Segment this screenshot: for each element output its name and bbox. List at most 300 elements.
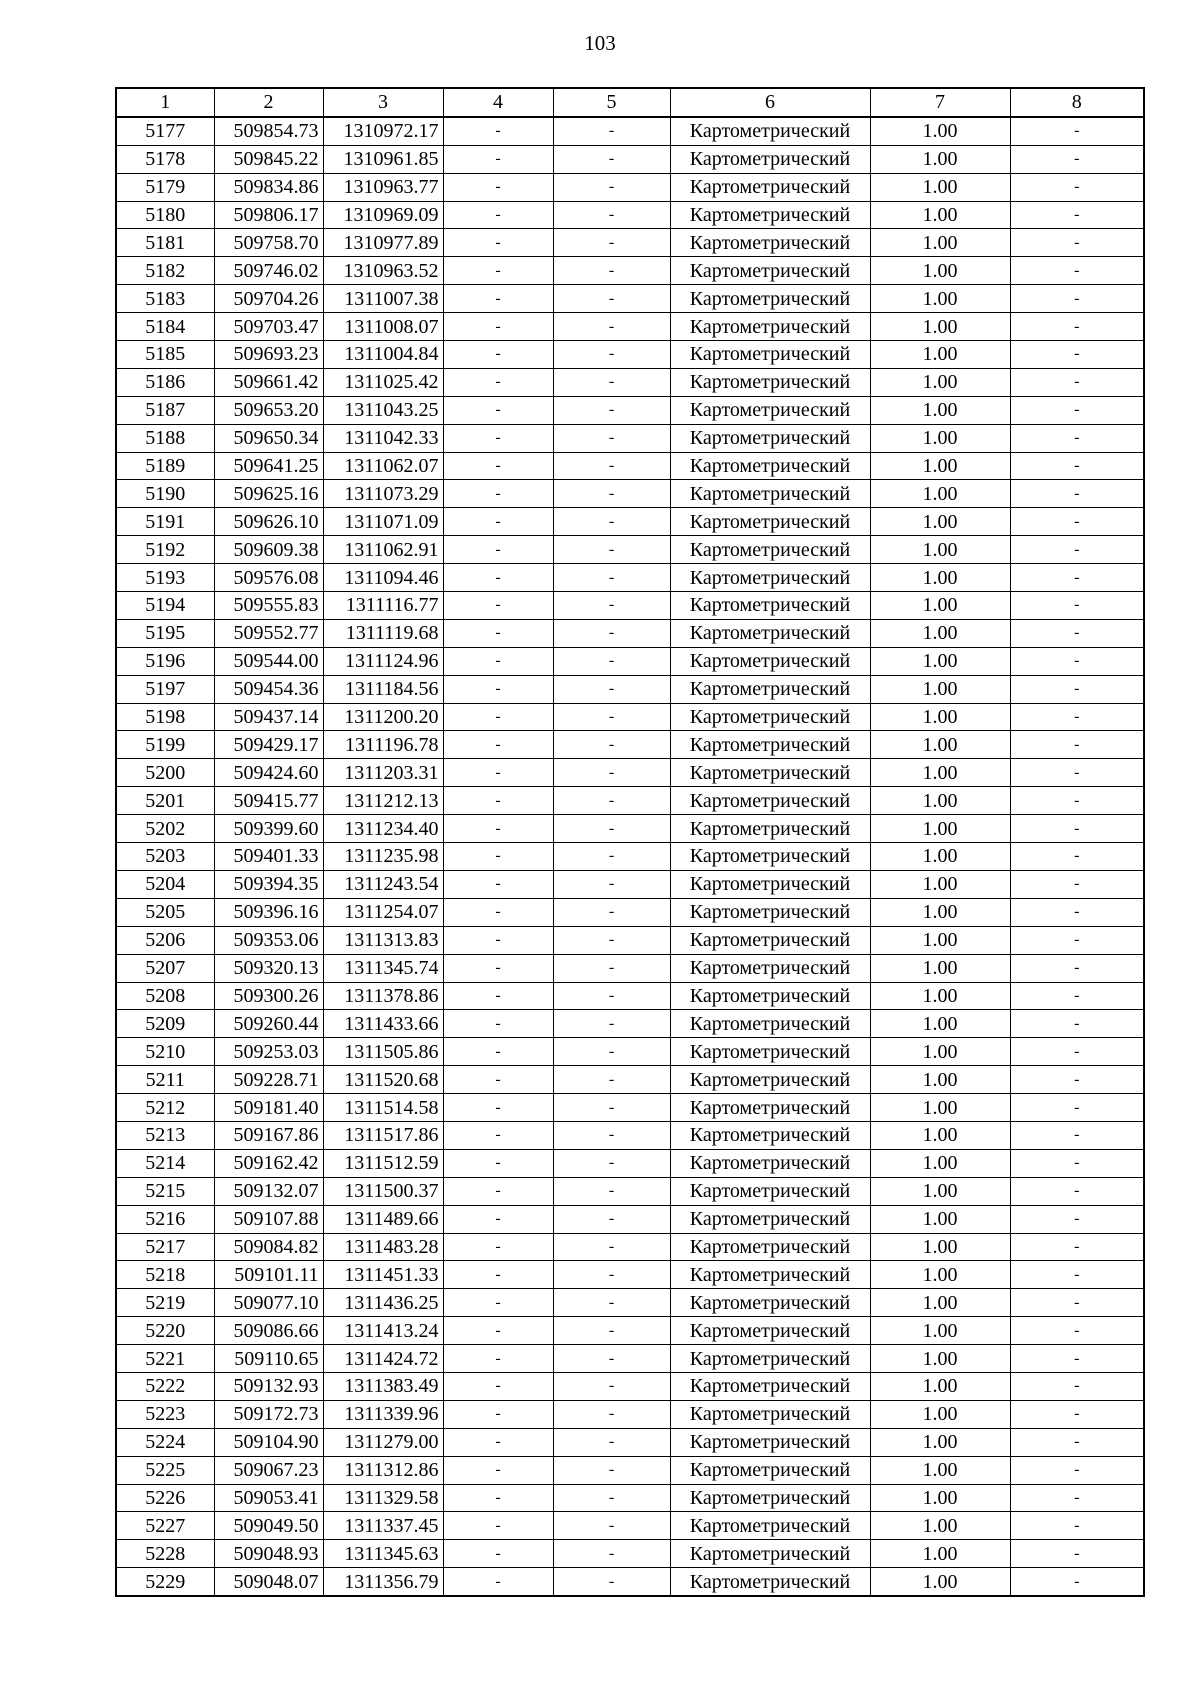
point-number-cell: 5211 (116, 1066, 214, 1094)
table-row (116, 843, 1144, 871)
table-row (116, 1010, 1144, 1038)
x-coordinate-cell: 509077.10 (214, 1289, 323, 1317)
column-5-cell: - (553, 480, 670, 508)
method-cell: Картометрический (670, 982, 870, 1010)
column-8-cell: - (1010, 341, 1144, 369)
table-row (116, 201, 1144, 229)
accuracy-cell: 1.00 (870, 1261, 1010, 1289)
y-coordinate-cell: 1311337.45 (323, 1512, 443, 1540)
point-number-cell: 5181 (116, 229, 214, 257)
column-4-cell: - (443, 1345, 553, 1373)
y-coordinate-cell: 1311212.13 (323, 787, 443, 815)
column-4-cell: - (443, 1149, 553, 1177)
column-4-cell: - (443, 870, 553, 898)
x-coordinate-cell: 509641.25 (214, 452, 323, 480)
table-row (116, 1177, 1144, 1205)
point-number-cell: 5220 (116, 1317, 214, 1345)
y-coordinate-cell: 1311062.07 (323, 452, 443, 480)
column-8-cell: - (1010, 647, 1144, 675)
column-5-cell: - (553, 1372, 670, 1400)
column-5-cell: - (553, 1149, 670, 1177)
method-cell: Картометрический (670, 1372, 870, 1400)
y-coordinate-cell: 1311200.20 (323, 703, 443, 731)
accuracy-cell: 1.00 (870, 1428, 1010, 1456)
x-coordinate-cell: 509758.70 (214, 229, 323, 257)
table-row (116, 1345, 1144, 1373)
x-coordinate-cell: 509437.14 (214, 703, 323, 731)
x-coordinate-cell: 509048.93 (214, 1540, 323, 1568)
table-row (116, 1261, 1144, 1289)
point-number-cell: 5207 (116, 954, 214, 982)
column-8-cell: - (1010, 368, 1144, 396)
column-4-cell: - (443, 285, 553, 313)
column-4-cell: - (443, 1456, 553, 1484)
column-5-cell: - (553, 313, 670, 341)
coordinates-table (115, 87, 1145, 1597)
column-8-cell: - (1010, 424, 1144, 452)
y-coordinate-cell: 1311062.91 (323, 536, 443, 564)
column-5-cell: - (553, 1540, 670, 1568)
column-4-cell: - (443, 1094, 553, 1122)
column-8-cell: - (1010, 145, 1144, 173)
table-row (116, 759, 1144, 787)
column-header: 2 (214, 88, 323, 117)
column-4-cell: - (443, 1261, 553, 1289)
x-coordinate-cell: 509415.77 (214, 787, 323, 815)
column-8-cell: - (1010, 815, 1144, 843)
column-8-cell: - (1010, 257, 1144, 285)
column-4-cell: - (443, 1010, 553, 1038)
point-number-cell: 5177 (116, 117, 214, 145)
column-5-cell: - (553, 592, 670, 620)
x-coordinate-cell: 509609.38 (214, 536, 323, 564)
point-number-cell: 5182 (116, 257, 214, 285)
column-5-cell: - (553, 647, 670, 675)
method-cell: Картометрический (670, 926, 870, 954)
column-header: 7 (870, 88, 1010, 117)
method-cell: Картометрический (670, 1428, 870, 1456)
column-4-cell: - (443, 1484, 553, 1512)
accuracy-cell: 1.00 (870, 341, 1010, 369)
x-coordinate-cell: 509084.82 (214, 1233, 323, 1261)
accuracy-cell: 1.00 (870, 313, 1010, 341)
accuracy-cell: 1.00 (870, 843, 1010, 871)
y-coordinate-cell: 1311119.68 (323, 619, 443, 647)
x-coordinate-cell: 509806.17 (214, 201, 323, 229)
method-cell: Картометрический (670, 731, 870, 759)
table-row (116, 452, 1144, 480)
accuracy-cell: 1.00 (870, 257, 1010, 285)
accuracy-cell: 1.00 (870, 675, 1010, 703)
x-coordinate-cell: 509424.60 (214, 759, 323, 787)
point-number-cell: 5227 (116, 1512, 214, 1540)
column-5-cell: - (553, 257, 670, 285)
accuracy-cell: 1.00 (870, 508, 1010, 536)
x-coordinate-cell: 509555.83 (214, 592, 323, 620)
point-number-cell: 5219 (116, 1289, 214, 1317)
method-cell: Картометрический (670, 145, 870, 173)
accuracy-cell: 1.00 (870, 1177, 1010, 1205)
method-cell: Картометрический (670, 954, 870, 982)
y-coordinate-cell: 1311007.38 (323, 285, 443, 313)
point-number-cell: 5179 (116, 173, 214, 201)
x-coordinate-cell: 509854.73 (214, 117, 323, 145)
column-5-cell: - (553, 285, 670, 313)
column-5-cell: - (553, 173, 670, 201)
y-coordinate-cell: 1310977.89 (323, 229, 443, 257)
column-4-cell: - (443, 703, 553, 731)
column-5-cell: - (553, 1233, 670, 1261)
table-row (116, 1512, 1144, 1540)
accuracy-cell: 1.00 (870, 982, 1010, 1010)
point-number-cell: 5197 (116, 675, 214, 703)
column-8-cell: - (1010, 117, 1144, 145)
table-row (116, 982, 1144, 1010)
column-5-cell: - (553, 1038, 670, 1066)
column-8-cell: - (1010, 1149, 1144, 1177)
column-8-cell: - (1010, 1512, 1144, 1540)
point-number-cell: 5186 (116, 368, 214, 396)
point-number-cell: 5191 (116, 508, 214, 536)
column-4-cell: - (443, 1205, 553, 1233)
table-row (116, 1121, 1144, 1149)
column-4-cell: - (443, 313, 553, 341)
y-coordinate-cell: 1311094.46 (323, 564, 443, 592)
accuracy-cell: 1.00 (870, 480, 1010, 508)
y-coordinate-cell: 1311505.86 (323, 1038, 443, 1066)
column-8-cell: - (1010, 452, 1144, 480)
y-coordinate-cell: 1311514.58 (323, 1094, 443, 1122)
accuracy-cell: 1.00 (870, 1400, 1010, 1428)
column-5-cell: - (553, 536, 670, 564)
method-cell: Картометрический (670, 424, 870, 452)
column-8-cell: - (1010, 1177, 1144, 1205)
y-coordinate-cell: 1311500.37 (323, 1177, 443, 1205)
column-4-cell: - (443, 787, 553, 815)
column-4-cell: - (443, 675, 553, 703)
point-number-cell: 5198 (116, 703, 214, 731)
y-coordinate-cell: 1311279.00 (323, 1428, 443, 1456)
x-coordinate-cell: 509429.17 (214, 731, 323, 759)
method-cell: Картометрический (670, 1038, 870, 1066)
column-5-cell: - (553, 1345, 670, 1373)
x-coordinate-cell: 509253.03 (214, 1038, 323, 1066)
point-number-cell: 5222 (116, 1372, 214, 1400)
column-5-cell: - (553, 843, 670, 871)
x-coordinate-cell: 509704.26 (214, 285, 323, 313)
point-number-cell: 5189 (116, 452, 214, 480)
table-row (116, 592, 1144, 620)
column-8-cell: - (1010, 508, 1144, 536)
y-coordinate-cell: 1311042.33 (323, 424, 443, 452)
column-8-cell: - (1010, 1372, 1144, 1400)
y-coordinate-cell: 1311517.86 (323, 1121, 443, 1149)
column-8-cell: - (1010, 564, 1144, 592)
accuracy-cell: 1.00 (870, 452, 1010, 480)
column-8-cell: - (1010, 1261, 1144, 1289)
column-4-cell: - (443, 452, 553, 480)
point-number-cell: 5201 (116, 787, 214, 815)
table-row (116, 229, 1144, 257)
method-cell: Картометрический (670, 1400, 870, 1428)
accuracy-cell: 1.00 (870, 564, 1010, 592)
x-coordinate-cell: 509132.93 (214, 1372, 323, 1400)
column-4-cell: - (443, 1400, 553, 1428)
y-coordinate-cell: 1311345.63 (323, 1540, 443, 1568)
table-row (116, 619, 1144, 647)
table-row (116, 1289, 1144, 1317)
method-cell: Картометрический (670, 1149, 870, 1177)
x-coordinate-cell: 509544.00 (214, 647, 323, 675)
method-cell: Картометрический (670, 787, 870, 815)
column-4-cell: - (443, 201, 553, 229)
y-coordinate-cell: 1311243.54 (323, 870, 443, 898)
table-row (116, 173, 1144, 201)
x-coordinate-cell: 509693.23 (214, 341, 323, 369)
point-number-cell: 5223 (116, 1400, 214, 1428)
table-row (116, 703, 1144, 731)
column-4-cell: - (443, 368, 553, 396)
table-row (116, 480, 1144, 508)
column-5-cell: - (553, 1094, 670, 1122)
column-8-cell: - (1010, 926, 1144, 954)
column-8-cell: - (1010, 229, 1144, 257)
column-8-cell: - (1010, 703, 1144, 731)
x-coordinate-cell: 509300.26 (214, 982, 323, 1010)
x-coordinate-cell: 509101.11 (214, 1261, 323, 1289)
x-coordinate-cell: 509625.16 (214, 480, 323, 508)
column-4-cell: - (443, 145, 553, 173)
column-4-cell: - (443, 480, 553, 508)
method-cell: Картометрический (670, 815, 870, 843)
table-row (116, 1094, 1144, 1122)
column-4-cell: - (443, 117, 553, 145)
method-cell: Картометрический (670, 1261, 870, 1289)
accuracy-cell: 1.00 (870, 1205, 1010, 1233)
method-cell: Картометрический (670, 229, 870, 257)
column-5-cell: - (553, 1261, 670, 1289)
column-4-cell: - (443, 1568, 553, 1596)
column-4-cell: - (443, 1317, 553, 1345)
table-header-row (116, 88, 1144, 117)
column-4-cell: - (443, 1038, 553, 1066)
column-8-cell: - (1010, 1066, 1144, 1094)
y-coordinate-cell: 1311329.58 (323, 1484, 443, 1512)
x-coordinate-cell: 509650.34 (214, 424, 323, 452)
method-cell: Картометрический (670, 536, 870, 564)
x-coordinate-cell: 509162.42 (214, 1149, 323, 1177)
column-5-cell: - (553, 759, 670, 787)
accuracy-cell: 1.00 (870, 619, 1010, 647)
point-number-cell: 5180 (116, 201, 214, 229)
column-4-cell: - (443, 1428, 553, 1456)
point-number-cell: 5202 (116, 815, 214, 843)
column-header: 1 (116, 88, 214, 117)
point-number-cell: 5225 (116, 1456, 214, 1484)
column-4-cell: - (443, 341, 553, 369)
accuracy-cell: 1.00 (870, 1456, 1010, 1484)
y-coordinate-cell: 1310972.17 (323, 117, 443, 145)
accuracy-cell: 1.00 (870, 145, 1010, 173)
column-8-cell: - (1010, 870, 1144, 898)
column-8-cell: - (1010, 1400, 1144, 1428)
y-coordinate-cell: 1311483.28 (323, 1233, 443, 1261)
y-coordinate-cell: 1311356.79 (323, 1568, 443, 1596)
column-5-cell: - (553, 1010, 670, 1038)
table-row (116, 424, 1144, 452)
table-row (116, 1456, 1144, 1484)
table-row (116, 1568, 1144, 1596)
table-row (116, 536, 1144, 564)
table-row (116, 313, 1144, 341)
accuracy-cell: 1.00 (870, 201, 1010, 229)
column-5-cell: - (553, 1400, 670, 1428)
column-5-cell: - (553, 1066, 670, 1094)
point-number-cell: 5215 (116, 1177, 214, 1205)
y-coordinate-cell: 1311025.42 (323, 368, 443, 396)
point-number-cell: 5226 (116, 1484, 214, 1512)
column-8-cell: - (1010, 843, 1144, 871)
column-5-cell: - (553, 1205, 670, 1233)
y-coordinate-cell: 1311235.98 (323, 843, 443, 871)
column-5-cell: - (553, 815, 670, 843)
accuracy-cell: 1.00 (870, 173, 1010, 201)
x-coordinate-cell: 509746.02 (214, 257, 323, 285)
accuracy-cell: 1.00 (870, 1066, 1010, 1094)
accuracy-cell: 1.00 (870, 536, 1010, 564)
column-8-cell: - (1010, 480, 1144, 508)
column-4-cell: - (443, 396, 553, 424)
column-8-cell: - (1010, 173, 1144, 201)
y-coordinate-cell: 1311413.24 (323, 1317, 443, 1345)
point-number-cell: 5183 (116, 285, 214, 313)
column-header: 4 (443, 88, 553, 117)
column-5-cell: - (553, 1512, 670, 1540)
y-coordinate-cell: 1311339.96 (323, 1400, 443, 1428)
column-8-cell: - (1010, 285, 1144, 313)
table-row (116, 926, 1144, 954)
point-number-cell: 5221 (116, 1345, 214, 1373)
y-coordinate-cell: 1311071.09 (323, 508, 443, 536)
point-number-cell: 5206 (116, 926, 214, 954)
method-cell: Картометрический (670, 257, 870, 285)
table-row (116, 675, 1144, 703)
accuracy-cell: 1.00 (870, 285, 1010, 313)
table-row (116, 647, 1144, 675)
column-8-cell: - (1010, 1345, 1144, 1373)
method-cell: Картометрический (670, 1512, 870, 1540)
point-number-cell: 5224 (116, 1428, 214, 1456)
table-row (116, 787, 1144, 815)
accuracy-cell: 1.00 (870, 787, 1010, 815)
column-8-cell: - (1010, 313, 1144, 341)
method-cell: Картометрический (670, 285, 870, 313)
table-row (116, 117, 1144, 145)
accuracy-cell: 1.00 (870, 815, 1010, 843)
column-8-cell: - (1010, 1233, 1144, 1261)
column-5-cell: - (553, 145, 670, 173)
y-coordinate-cell: 1311451.33 (323, 1261, 443, 1289)
y-coordinate-cell: 1311124.96 (323, 647, 443, 675)
method-cell: Картометрический (670, 1094, 870, 1122)
accuracy-cell: 1.00 (870, 1317, 1010, 1345)
column-4-cell: - (443, 982, 553, 1010)
point-number-cell: 5178 (116, 145, 214, 173)
accuracy-cell: 1.00 (870, 898, 1010, 926)
column-5-cell: - (553, 898, 670, 926)
y-coordinate-cell: 1311043.25 (323, 396, 443, 424)
column-8-cell: - (1010, 982, 1144, 1010)
y-coordinate-cell: 1311312.86 (323, 1456, 443, 1484)
table-row (116, 1233, 1144, 1261)
table-row (116, 1038, 1144, 1066)
column-header: 5 (553, 88, 670, 117)
accuracy-cell: 1.00 (870, 1540, 1010, 1568)
accuracy-cell: 1.00 (870, 1094, 1010, 1122)
method-cell: Картометрический (670, 1233, 870, 1261)
column-4-cell: - (443, 1177, 553, 1205)
x-coordinate-cell: 509401.33 (214, 843, 323, 871)
y-coordinate-cell: 1311196.78 (323, 731, 443, 759)
column-4-cell: - (443, 1512, 553, 1540)
column-4-cell: - (443, 564, 553, 592)
x-coordinate-cell: 509049.50 (214, 1512, 323, 1540)
table-row (116, 1400, 1144, 1428)
table-row (116, 898, 1144, 926)
y-coordinate-cell: 1311004.84 (323, 341, 443, 369)
y-coordinate-cell: 1311345.74 (323, 954, 443, 982)
x-coordinate-cell: 509399.60 (214, 815, 323, 843)
accuracy-cell: 1.00 (870, 1372, 1010, 1400)
method-cell: Картометрический (670, 452, 870, 480)
point-number-cell: 5193 (116, 564, 214, 592)
point-number-cell: 5213 (116, 1121, 214, 1149)
point-number-cell: 5214 (116, 1149, 214, 1177)
y-coordinate-cell: 1311234.40 (323, 815, 443, 843)
method-cell: Картометрический (670, 870, 870, 898)
method-cell: Картометрический (670, 759, 870, 787)
column-8-cell: - (1010, 1568, 1144, 1596)
column-5-cell: - (553, 787, 670, 815)
method-cell: Картометрический (670, 1317, 870, 1345)
accuracy-cell: 1.00 (870, 1149, 1010, 1177)
table-row (116, 1066, 1144, 1094)
y-coordinate-cell: 1311520.68 (323, 1066, 443, 1094)
method-cell: Картометрический (670, 843, 870, 871)
column-8-cell: - (1010, 619, 1144, 647)
x-coordinate-cell: 509104.90 (214, 1428, 323, 1456)
table-row (116, 1149, 1144, 1177)
accuracy-cell: 1.00 (870, 759, 1010, 787)
x-coordinate-cell: 509626.10 (214, 508, 323, 536)
point-number-cell: 5210 (116, 1038, 214, 1066)
column-header: 8 (1010, 88, 1144, 117)
y-coordinate-cell: 1311116.77 (323, 592, 443, 620)
point-number-cell: 5188 (116, 424, 214, 452)
x-coordinate-cell: 509834.86 (214, 173, 323, 201)
x-coordinate-cell: 509181.40 (214, 1094, 323, 1122)
accuracy-cell: 1.00 (870, 926, 1010, 954)
column-5-cell: - (553, 508, 670, 536)
point-number-cell: 5212 (116, 1094, 214, 1122)
column-5-cell: - (553, 229, 670, 257)
column-8-cell: - (1010, 1010, 1144, 1038)
method-cell: Картометрический (670, 173, 870, 201)
table-row (116, 396, 1144, 424)
accuracy-cell: 1.00 (870, 1345, 1010, 1373)
table-row (116, 1205, 1144, 1233)
y-coordinate-cell: 1311313.83 (323, 926, 443, 954)
